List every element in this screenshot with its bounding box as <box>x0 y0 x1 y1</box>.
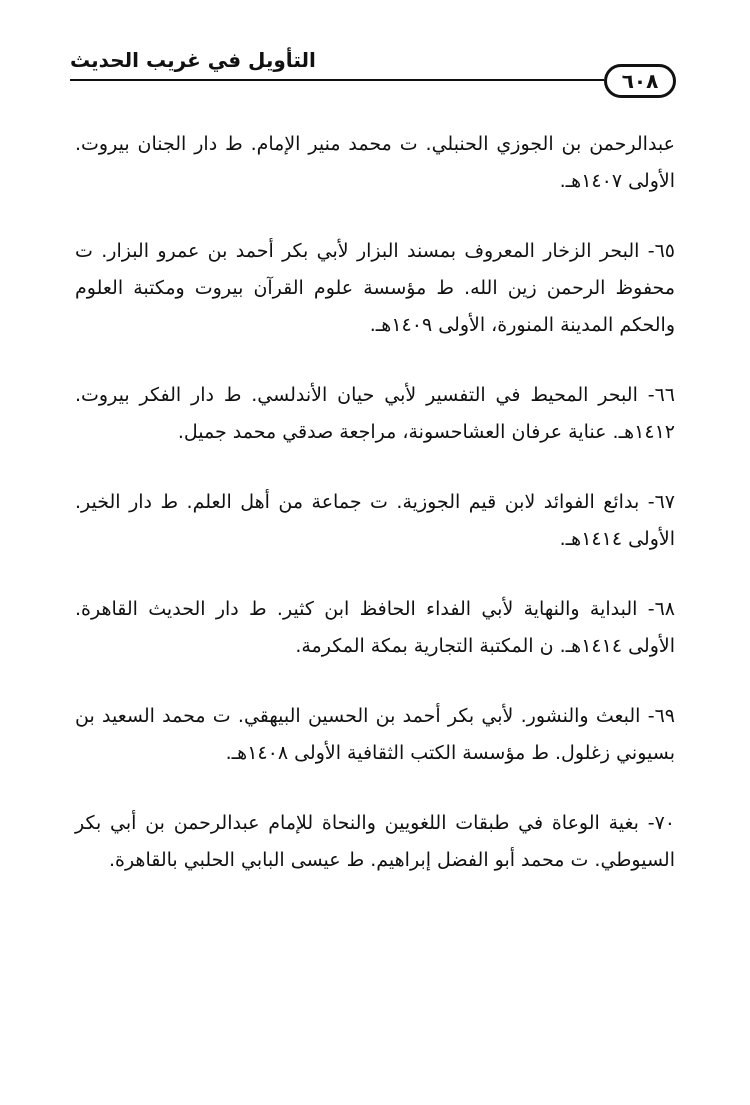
bibliography-entry: عبدالرحمن بن الجوزي الحنبلي. ت محمد منير الإمام. ط دار الجنان بيروت. الأولى ١٤٠٧هـ. <box>75 133 675 192</box>
page-header <box>70 50 676 105</box>
header-rule <box>70 79 604 81</box>
running-title: التأويل في غريب الحديث <box>70 48 316 72</box>
bibliography-entry: ٦٩- البعث والنشور. لأبي بكر أحمد بن الحسين البيهقي. ت محمد السعيد بن بسيوني زغلول. ط مؤسسة الكتب الثقافية الأولى ١٤٠٨هـ. <box>75 705 675 764</box>
bibliography-entry: ٦٨- البداية والنهاية لأبي الفداء الحافظ ابن كثير. ط دار الحديث القاهرة. الأولى ١٤١٤هـ. ن المكتبة التجارية بمكة المكرمة. <box>75 598 675 657</box>
page-number: ٦٠٨ <box>604 64 676 98</box>
bibliography-entry: ٦٧- بدائع الفوائد لابن قيم الجوزية. ت جماعة من أهل العلم. ط دار الخير. الأولى ١٤١٤هـ. <box>75 491 675 550</box>
bibliography-entry: ٧٠- بغية الوعاة في طبقات اللغويين والنحاة للإمام عبدالرحمن بن أبي بكر السيوطي. ت محمد أبو الفضل إبراهيم. ط عيسى البابي الحلبي بالقاهرة. <box>75 812 675 871</box>
bibliography-entry: ٦٥- البحر الزخار المعروف بمسند البزار لأبي بكر أحمد بن عمرو البزار. ت محفوظ الرحمن زين الله. ط مؤسسة علوم القرآن بيروت ومكتبة العلوم والحكم المدينة المنورة، الأولى ١٤٠٩هـ. <box>75 240 675 336</box>
bibliography-list <box>75 126 675 912</box>
bibliography-entry: ٦٦- البحر المحيط في التفسير لأبي حيان الأندلسي. ط دار الفكر بيروت. ١٤١٢هـ. عناية عرفان العشاحسونة، مراجعة صدقي محمد جميل. <box>75 384 675 443</box>
